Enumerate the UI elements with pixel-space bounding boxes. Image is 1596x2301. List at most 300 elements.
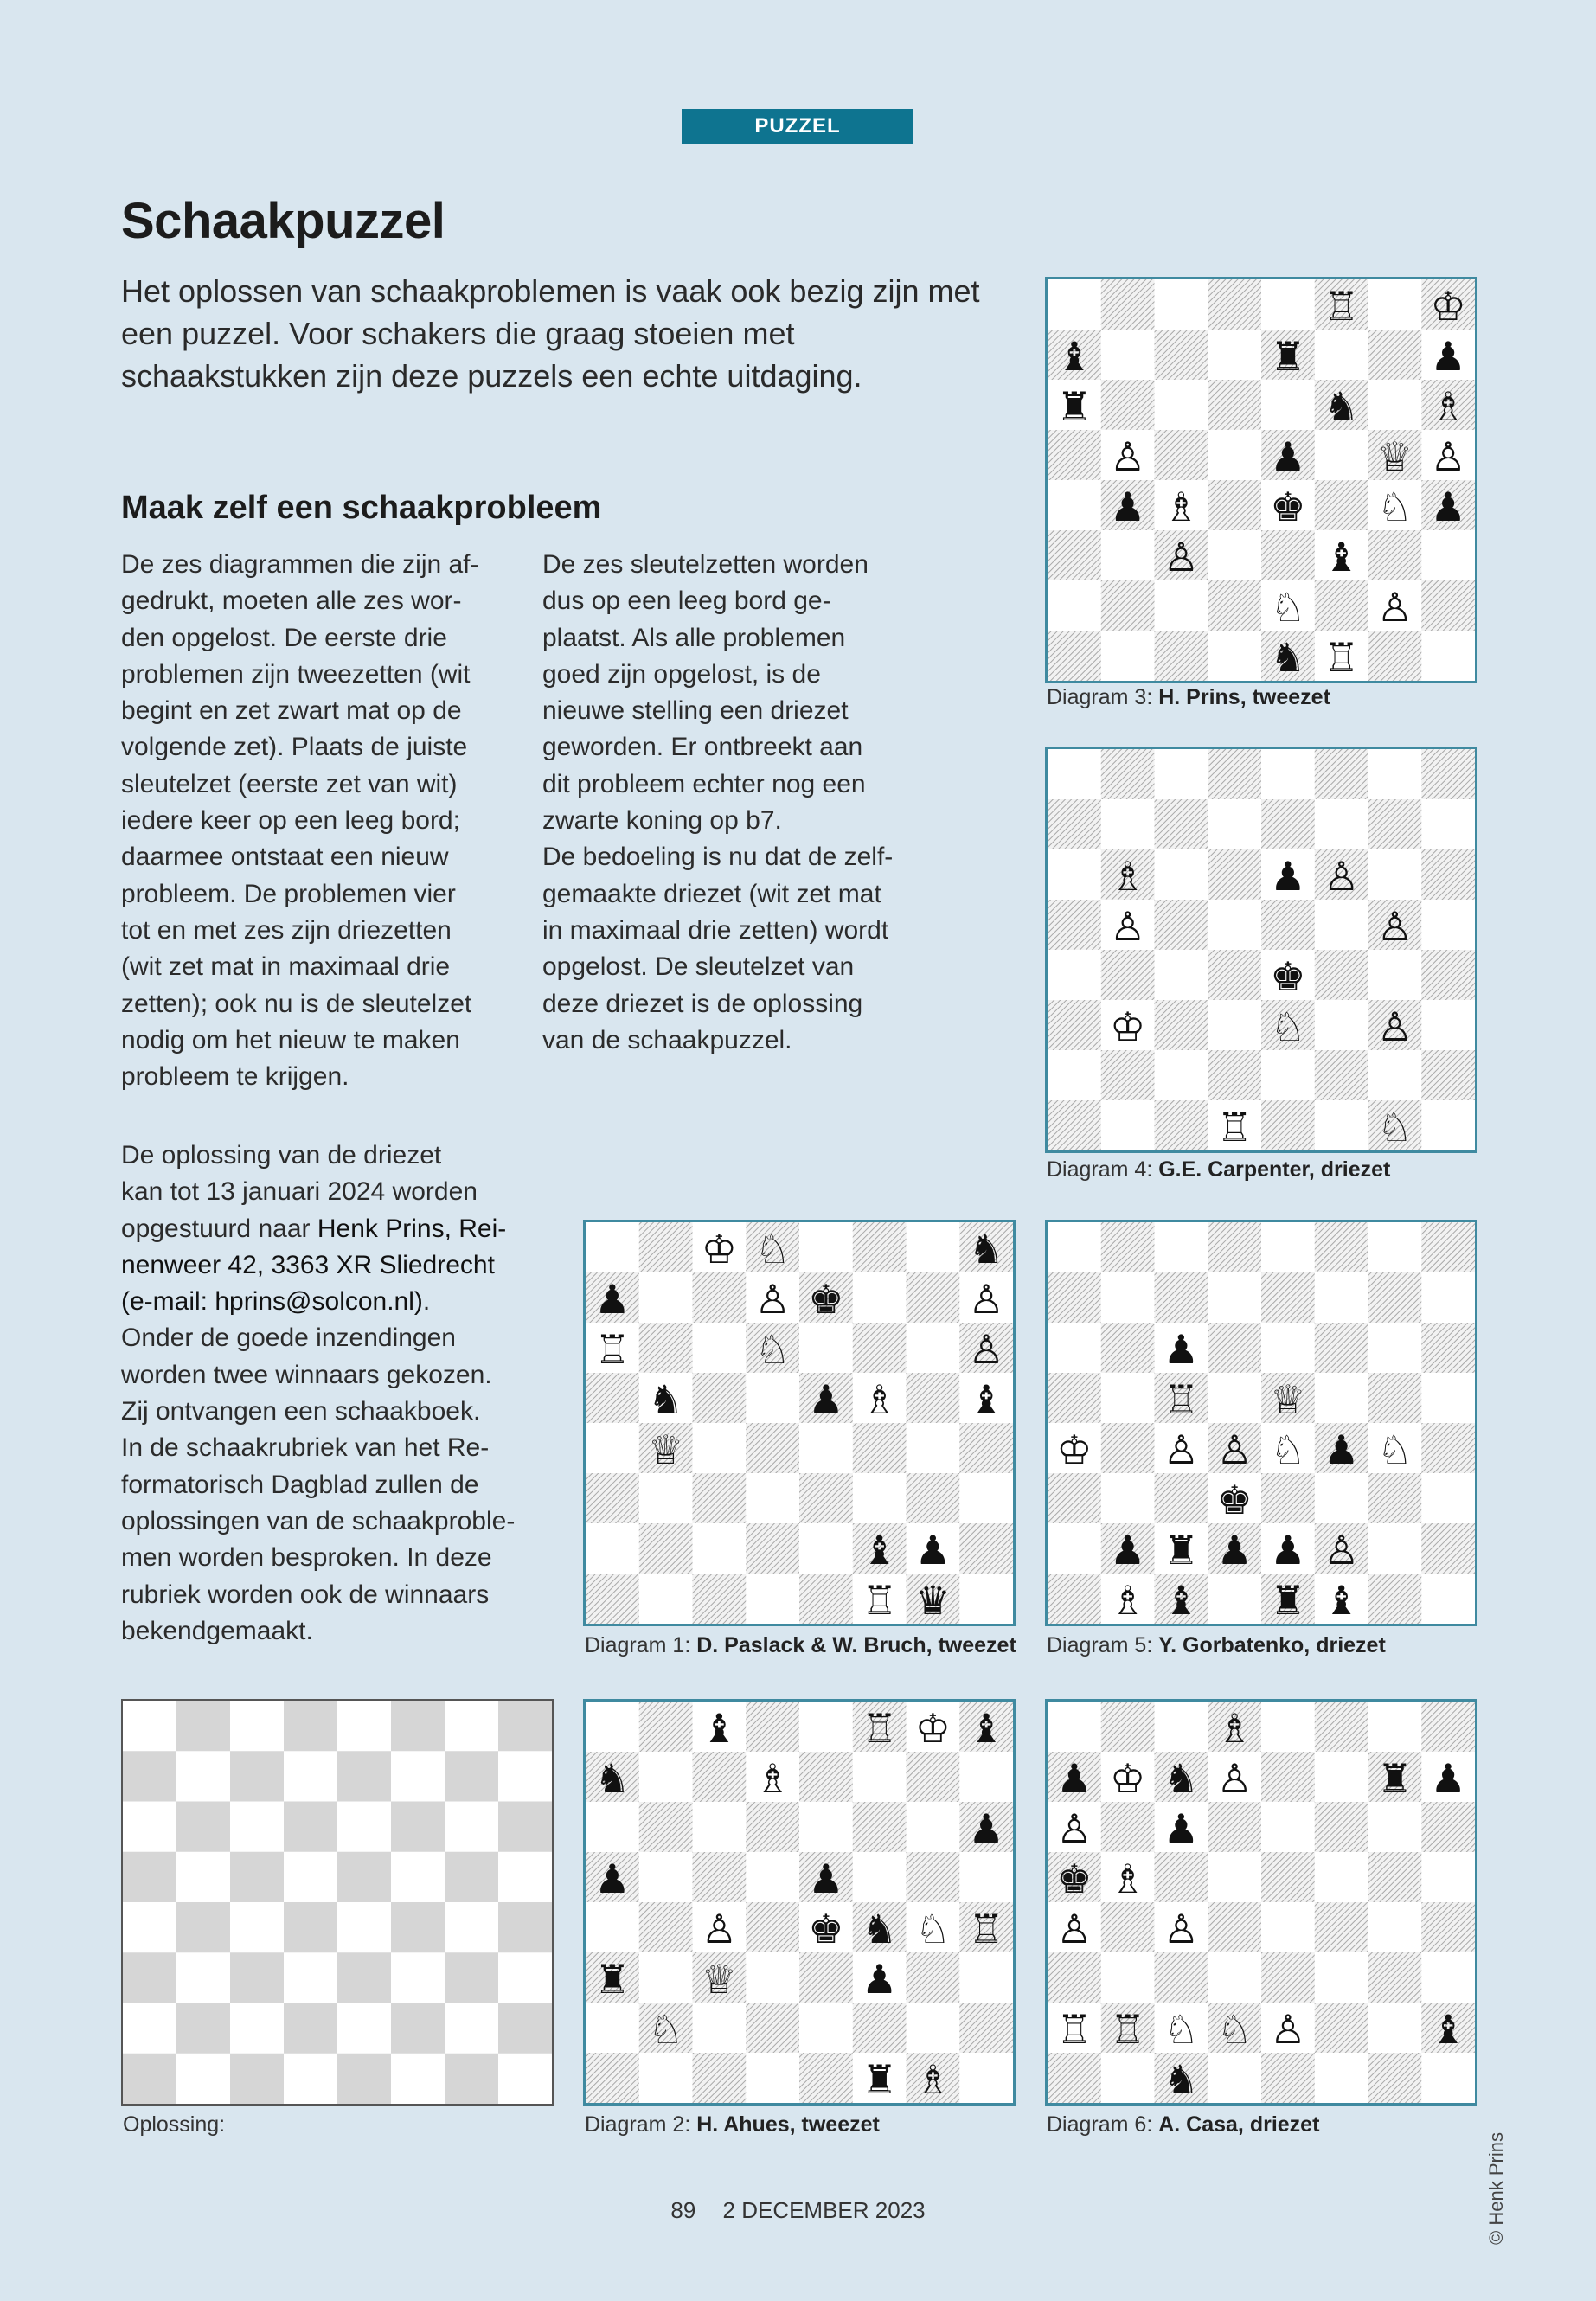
dark-square bbox=[498, 1802, 552, 1852]
dark-square bbox=[1421, 1222, 1475, 1272]
dark-square bbox=[1261, 530, 1315, 580]
dark-square bbox=[907, 1373, 960, 1423]
dark-square bbox=[391, 1701, 445, 1751]
dark-square bbox=[1421, 1423, 1475, 1473]
dark-square bbox=[1101, 1222, 1155, 1272]
dark-square bbox=[337, 1751, 391, 1801]
subheading: Maak zelf een schaakprobleem bbox=[121, 490, 602, 526]
white-pawn: ♙ bbox=[1110, 903, 1146, 950]
dark-square bbox=[1048, 900, 1101, 950]
diagram-6-board bbox=[1045, 1699, 1477, 2106]
photo-credit bbox=[1481, 2132, 1512, 2245]
page-footer bbox=[0, 2197, 1596, 2224]
white-pawn: ♙ bbox=[1376, 1003, 1413, 1050]
white-queen: ♕ bbox=[1376, 433, 1413, 480]
black-pawn: ♟ bbox=[1110, 1527, 1146, 1574]
dark-square bbox=[1368, 1574, 1422, 1624]
dark-square bbox=[853, 1802, 907, 1852]
dark-square bbox=[693, 1752, 747, 1802]
dark-square bbox=[1368, 1272, 1422, 1323]
black-king: ♚ bbox=[1056, 1856, 1093, 1902]
white-queen: ♕ bbox=[648, 1426, 684, 1473]
dark-square bbox=[1155, 900, 1208, 950]
dark-square bbox=[1208, 1323, 1261, 1373]
dark-square bbox=[1048, 2053, 1101, 2103]
dark-square bbox=[230, 1852, 284, 1902]
dark-square bbox=[1315, 950, 1368, 1000]
dark-square bbox=[284, 2003, 337, 2054]
white-bishop: ♗ bbox=[1163, 484, 1199, 530]
white-pawn: ♙ bbox=[1324, 853, 1360, 900]
dark-square bbox=[639, 1222, 693, 1272]
dark-square bbox=[639, 1702, 693, 1752]
diagram-4-board bbox=[1045, 747, 1477, 1153]
dark-square bbox=[337, 2054, 391, 2104]
black-king: ♚ bbox=[808, 1276, 844, 1323]
dark-square bbox=[1101, 1050, 1155, 1100]
white-rook: ♖ bbox=[1324, 283, 1360, 330]
white-rook: ♖ bbox=[1056, 2006, 1093, 2053]
dark-square bbox=[445, 1751, 498, 1801]
diagram-2-svg bbox=[586, 1702, 1013, 2103]
black-bishop: ♝ bbox=[1324, 534, 1360, 580]
black-pawn: ♟ bbox=[1216, 1527, 1253, 1574]
dark-square bbox=[1101, 1902, 1155, 1952]
black-pawn: ♟ bbox=[1110, 484, 1146, 530]
black-pawn: ♟ bbox=[594, 1276, 631, 1323]
dark-square bbox=[907, 1272, 960, 1323]
black-king: ♚ bbox=[1270, 953, 1306, 1000]
dark-square bbox=[799, 2053, 853, 2103]
black-rook: ♜ bbox=[1270, 333, 1306, 380]
white-king: ♔ bbox=[1110, 1003, 1146, 1050]
dark-square bbox=[1315, 2003, 1368, 2053]
black-knight: ♞ bbox=[1270, 634, 1306, 681]
dark-square bbox=[1155, 799, 1208, 849]
dark-square bbox=[959, 1423, 1013, 1473]
diagram-1-prefix: Diagram 1: bbox=[585, 1633, 691, 1657]
black-pawn: ♟ bbox=[1430, 333, 1466, 380]
dark-square bbox=[1368, 799, 1422, 849]
dark-square bbox=[639, 1902, 693, 1952]
black-rook: ♜ bbox=[594, 1956, 631, 2003]
black-bishop: ♝ bbox=[862, 1527, 898, 1574]
white-knight: ♘ bbox=[754, 1226, 791, 1272]
diagram-1-board bbox=[583, 1220, 1016, 1626]
dark-square bbox=[284, 1802, 337, 1852]
dark-square bbox=[853, 2003, 907, 2053]
dark-square bbox=[1421, 749, 1475, 799]
white-pawn: ♙ bbox=[754, 1276, 791, 1323]
dark-square bbox=[1208, 480, 1261, 530]
dark-square bbox=[1421, 1323, 1475, 1373]
dark-square bbox=[1048, 530, 1101, 580]
black-bishop: ♝ bbox=[968, 1705, 1004, 1752]
dark-square bbox=[1101, 380, 1155, 430]
white-rook: ♖ bbox=[1110, 2006, 1146, 2053]
white-pawn: ♙ bbox=[1056, 1906, 1093, 1952]
dark-square bbox=[746, 1802, 799, 1852]
dark-square bbox=[746, 2003, 799, 2053]
dark-square bbox=[1101, 1423, 1155, 1473]
dark-square bbox=[1261, 900, 1315, 950]
black-king: ♚ bbox=[808, 1906, 844, 1952]
dark-square bbox=[337, 1852, 391, 1902]
diagram-2-caption bbox=[585, 2112, 880, 2138]
solution-board bbox=[121, 1699, 554, 2106]
diagram-5-prefix: Diagram 5: bbox=[1047, 1633, 1153, 1657]
diagram-1-svg bbox=[586, 1222, 1013, 1624]
diagram-5-caption bbox=[1047, 1633, 1386, 1658]
white-pawn: ♙ bbox=[1324, 1527, 1360, 1574]
diagram-3-prefix: Diagram 3: bbox=[1047, 685, 1153, 709]
dark-square bbox=[1155, 1952, 1208, 2003]
dark-square bbox=[1421, 1902, 1475, 1952]
dark-square bbox=[230, 1952, 284, 2003]
white-rook: ♖ bbox=[594, 1326, 631, 1373]
white-bishop: ♗ bbox=[1430, 383, 1466, 430]
dark-square bbox=[799, 1574, 853, 1624]
diagram-2-prefix: Diagram 2: bbox=[585, 2112, 691, 2137]
submission-text-a: De oplossing van de driezet kan tot 13 januari 2024 worden opgestuurd naar bbox=[121, 1141, 478, 1243]
black-queen: ♛ bbox=[914, 1577, 951, 1624]
dark-square bbox=[1101, 749, 1155, 799]
dark-square bbox=[1315, 580, 1368, 631]
dark-square bbox=[1155, 430, 1208, 480]
black-pawn: ♟ bbox=[594, 1856, 631, 1902]
diagram-1-caption bbox=[585, 1633, 1016, 1658]
dark-square bbox=[1048, 1473, 1101, 1523]
dark-square bbox=[498, 1902, 552, 1952]
white-bishop: ♗ bbox=[914, 2056, 951, 2103]
dark-square bbox=[230, 1751, 284, 1801]
dark-square bbox=[693, 1852, 747, 1902]
dark-square bbox=[799, 1952, 853, 2003]
dark-square bbox=[639, 1523, 693, 1574]
black-pawn: ♟ bbox=[1270, 433, 1306, 480]
dark-square bbox=[907, 1952, 960, 2003]
diagram-3-board bbox=[1045, 277, 1477, 683]
dark-square bbox=[853, 1423, 907, 1473]
dark-square bbox=[1315, 1050, 1368, 1100]
dark-square bbox=[176, 1802, 230, 1852]
black-king: ♚ bbox=[1216, 1477, 1253, 1523]
dark-square bbox=[1315, 1702, 1368, 1752]
dark-square bbox=[746, 1523, 799, 1574]
black-pawn: ♟ bbox=[1430, 1755, 1466, 1802]
dark-square bbox=[1208, 950, 1261, 1000]
diagram-6-svg bbox=[1048, 1702, 1475, 2103]
dark-square bbox=[391, 2003, 445, 2054]
dark-square bbox=[445, 1952, 498, 2003]
white-knight: ♘ bbox=[1163, 2006, 1199, 2053]
page-number: 89 bbox=[670, 2197, 696, 2223]
black-bishop: ♝ bbox=[1056, 333, 1093, 380]
white-knight: ♘ bbox=[1270, 1003, 1306, 1050]
dark-square bbox=[1208, 380, 1261, 430]
white-pawn: ♙ bbox=[1270, 2006, 1306, 2053]
white-knight: ♘ bbox=[1376, 1426, 1413, 1473]
dark-square bbox=[1421, 1702, 1475, 1752]
diagram-3-caption bbox=[1047, 685, 1330, 710]
white-pawn: ♙ bbox=[1430, 433, 1466, 480]
dark-square bbox=[693, 1574, 747, 1624]
black-bishop: ♝ bbox=[701, 1705, 737, 1752]
black-rook: ♜ bbox=[862, 2056, 898, 2103]
white-knight: ♘ bbox=[914, 1906, 951, 1952]
white-bishop: ♗ bbox=[1216, 1705, 1253, 1752]
black-knight: ♞ bbox=[1163, 1755, 1199, 1802]
dark-square bbox=[1048, 1272, 1101, 1323]
black-rook: ♜ bbox=[1056, 383, 1093, 430]
diagram-4-author: G.E. Carpenter, driezet bbox=[1158, 1157, 1391, 1182]
diagram-4-svg bbox=[1048, 749, 1475, 1150]
white-bishop: ♗ bbox=[1110, 1856, 1146, 1902]
dark-square bbox=[746, 1902, 799, 1952]
dark-square bbox=[1048, 799, 1101, 849]
black-pawn: ♟ bbox=[808, 1376, 844, 1423]
white-pawn: ♙ bbox=[1216, 1755, 1253, 1802]
dark-square bbox=[1315, 1222, 1368, 1272]
dark-square bbox=[1048, 631, 1101, 681]
dark-square bbox=[176, 2003, 230, 2054]
white-pawn: ♙ bbox=[1163, 1426, 1199, 1473]
dark-square bbox=[1421, 580, 1475, 631]
white-queen: ♕ bbox=[701, 1956, 737, 2003]
black-pawn: ♟ bbox=[1270, 1527, 1306, 1574]
dark-square bbox=[123, 1852, 176, 1902]
dark-square bbox=[391, 1802, 445, 1852]
dark-square bbox=[586, 1574, 639, 1624]
page-title: Schaakpuzzel bbox=[121, 193, 445, 249]
diagram-4-caption bbox=[1047, 1157, 1390, 1183]
submission-text-b: . Onder de goede inzendingen worden twee winnaars gekozen. Zij ontvangen een schaakboek. In de schaakrubriek van het Re- formatorisch Dagblad zullen de oplossingen van de schaakproble- men worden besproken. In deze rubriek worden ook de winnaars bekendgemaakt. bbox=[121, 1287, 516, 1645]
dark-square bbox=[1261, 1752, 1315, 1802]
white-pawn: ♙ bbox=[1216, 1426, 1253, 1473]
white-rook: ♖ bbox=[1163, 1376, 1199, 1423]
dark-square bbox=[1208, 279, 1261, 330]
dark-square bbox=[1261, 2053, 1315, 2103]
black-pawn: ♟ bbox=[968, 1805, 1004, 1852]
diagram-6-author: A. Casa, driezet bbox=[1158, 2112, 1320, 2137]
dark-square bbox=[445, 2054, 498, 2104]
dark-square bbox=[1421, 849, 1475, 900]
dark-square bbox=[746, 1702, 799, 1752]
dark-square bbox=[1155, 1000, 1208, 1050]
dark-square bbox=[1048, 430, 1101, 480]
diagram-2-board bbox=[583, 1699, 1016, 2106]
dark-square bbox=[693, 1272, 747, 1323]
white-knight: ♘ bbox=[1270, 584, 1306, 631]
dark-square bbox=[693, 2053, 747, 2103]
dark-square bbox=[1368, 2053, 1422, 2103]
submission-text bbox=[121, 1138, 571, 1650]
diagram-1-author: D. Paslack & W. Bruch, tweezet bbox=[696, 1633, 1016, 1657]
white-king: ♔ bbox=[1110, 1755, 1146, 1802]
dark-square bbox=[176, 1701, 230, 1751]
white-knight: ♘ bbox=[1270, 1426, 1306, 1473]
dark-square bbox=[586, 2053, 639, 2103]
dark-square bbox=[445, 1852, 498, 1902]
dark-square bbox=[391, 1902, 445, 1952]
dark-square bbox=[1208, 1050, 1261, 1100]
dark-square bbox=[1155, 1100, 1208, 1150]
white-rook: ♖ bbox=[968, 1906, 1004, 1952]
dark-square bbox=[1155, 1272, 1208, 1323]
solution-board-svg bbox=[123, 1701, 552, 2104]
white-pawn: ♙ bbox=[1110, 433, 1146, 480]
dark-square bbox=[1048, 1000, 1101, 1050]
dark-square bbox=[639, 1323, 693, 1373]
diagram-5-svg bbox=[1048, 1222, 1475, 1624]
dark-square bbox=[1208, 1802, 1261, 1852]
white-pawn: ♙ bbox=[1376, 584, 1413, 631]
black-pawn: ♟ bbox=[862, 1956, 898, 2003]
black-pawn: ♟ bbox=[1163, 1326, 1199, 1373]
black-knight: ♞ bbox=[862, 1906, 898, 1952]
white-queen: ♕ bbox=[1270, 1376, 1306, 1423]
dark-square bbox=[230, 2054, 284, 2104]
column-2-text: De zes sleutelzetten worden dus op een leeg bord ge- plaatst. Als alle problemen goed zijn opgelost, is de nieuwe stelling een driezet geworden. Er ontbreekt aan dit probleem echter nog een zwarte koning op b7. De bedoeling is nu dat de zelf- gemaakte driezet (wit zet mat in maximaal drie zetten) wordt opgelost. De sleutelzet van deze driezet is de oplossing van de schaakpuzzel. bbox=[542, 550, 894, 1054]
dark-square bbox=[853, 1323, 907, 1373]
diagram-6-prefix: Diagram 6: bbox=[1047, 2112, 1153, 2137]
submission-address: Henk Prins, Rei- nenweer 42, 3363 XR Sliedrecht (e-mail: hprins@solcon.nl) bbox=[121, 1214, 507, 1317]
dark-square bbox=[1368, 631, 1422, 681]
white-knight: ♘ bbox=[1376, 484, 1413, 530]
white-pawn: ♙ bbox=[968, 1326, 1004, 1373]
dark-square bbox=[498, 2003, 552, 2054]
black-rook: ♜ bbox=[1376, 1755, 1413, 1802]
dark-square bbox=[1261, 1852, 1315, 1902]
black-rook: ♜ bbox=[1270, 1577, 1306, 1624]
dark-square bbox=[1155, 330, 1208, 380]
diagram-5-board bbox=[1045, 1220, 1477, 1626]
dark-square bbox=[1101, 1702, 1155, 1752]
black-knight: ♞ bbox=[648, 1376, 684, 1423]
dark-square bbox=[1421, 1802, 1475, 1852]
dark-square bbox=[907, 1752, 960, 1802]
dark-square bbox=[1101, 1323, 1155, 1373]
dark-square bbox=[1208, 849, 1261, 900]
white-knight: ♘ bbox=[1376, 1104, 1413, 1150]
dark-square bbox=[337, 1952, 391, 2003]
issue-date: 2 DECEMBER 2023 bbox=[722, 2197, 926, 2223]
black-bishop: ♝ bbox=[1430, 2006, 1466, 2053]
white-knight: ♘ bbox=[754, 1326, 791, 1373]
dark-square bbox=[123, 1751, 176, 1801]
dark-square bbox=[1261, 1473, 1315, 1523]
dark-square bbox=[123, 2054, 176, 2104]
black-knight: ♞ bbox=[968, 1226, 1004, 1272]
dark-square bbox=[1261, 1272, 1315, 1323]
dark-square bbox=[498, 1701, 552, 1751]
dark-square bbox=[1048, 1574, 1101, 1624]
black-king: ♚ bbox=[1270, 484, 1306, 530]
white-pawn: ♙ bbox=[701, 1906, 737, 1952]
dark-square bbox=[1208, 1902, 1261, 1952]
dark-square bbox=[1421, 1050, 1475, 1100]
dark-square bbox=[693, 1373, 747, 1423]
dark-square bbox=[959, 2003, 1013, 2053]
dark-square bbox=[959, 1523, 1013, 1574]
black-bishop: ♝ bbox=[968, 1376, 1004, 1423]
white-pawn: ♙ bbox=[1056, 1805, 1093, 1852]
black-pawn: ♟ bbox=[1324, 1426, 1360, 1473]
dark-square bbox=[1208, 580, 1261, 631]
dark-square bbox=[1368, 1373, 1422, 1423]
black-rook: ♜ bbox=[1163, 1527, 1199, 1574]
white-bishop: ♗ bbox=[1110, 853, 1146, 900]
dark-square bbox=[1421, 1523, 1475, 1574]
diagram-5-author: Y. Gorbatenko, driezet bbox=[1158, 1633, 1386, 1657]
dark-square bbox=[284, 1902, 337, 1952]
black-knight: ♞ bbox=[1324, 383, 1360, 430]
black-pawn: ♟ bbox=[1430, 484, 1466, 530]
white-king: ♔ bbox=[1430, 283, 1466, 330]
dark-square bbox=[1155, 631, 1208, 681]
dark-square bbox=[1315, 480, 1368, 530]
black-bishop: ♝ bbox=[1163, 1577, 1199, 1624]
diagram-3-svg bbox=[1048, 279, 1475, 681]
dark-square bbox=[1315, 1802, 1368, 1852]
white-king: ♔ bbox=[1056, 1426, 1093, 1473]
dark-square bbox=[1208, 1222, 1261, 1272]
white-rook: ♖ bbox=[1324, 634, 1360, 681]
black-knight: ♞ bbox=[594, 1755, 631, 1802]
dark-square bbox=[746, 1423, 799, 1473]
dark-square bbox=[1048, 1373, 1101, 1423]
white-rook: ♖ bbox=[862, 1577, 898, 1624]
dark-square bbox=[907, 1473, 960, 1523]
white-pawn: ♙ bbox=[1163, 1906, 1199, 1952]
diagram-2-author: H. Ahues, tweezet bbox=[696, 2112, 880, 2137]
dark-square bbox=[1101, 279, 1155, 330]
dark-square bbox=[586, 1473, 639, 1523]
dark-square bbox=[799, 1473, 853, 1523]
black-knight: ♞ bbox=[1163, 2056, 1199, 2103]
dark-square bbox=[123, 1952, 176, 2003]
white-knight: ♘ bbox=[1216, 2006, 1253, 2053]
solution-label: Oplossing: bbox=[123, 2112, 226, 2137]
dark-square bbox=[284, 1701, 337, 1751]
white-bishop: ♗ bbox=[1110, 1577, 1146, 1624]
intro-text: Het oplossen van schaakproblemen is vaak ook bezig zijn met een puzzel. Voor schakers die graag stoeien met schaakstukken zijn deze puzzels een echte uitdaging. bbox=[121, 273, 980, 394]
dark-square bbox=[1368, 1473, 1422, 1523]
black-pawn: ♟ bbox=[1270, 853, 1306, 900]
section-tag: PUZZEL bbox=[682, 109, 913, 144]
diagram-6-caption bbox=[1047, 2112, 1319, 2138]
diagram-4-prefix: Diagram 4: bbox=[1047, 1157, 1153, 1182]
dark-square bbox=[1315, 1902, 1368, 1952]
dark-square bbox=[176, 1902, 230, 1952]
white-pawn: ♙ bbox=[1163, 534, 1199, 580]
dark-square bbox=[1101, 950, 1155, 1000]
dark-square bbox=[1048, 1100, 1101, 1150]
dark-square bbox=[1155, 1852, 1208, 1902]
dark-square bbox=[1048, 1952, 1101, 2003]
dark-square bbox=[1315, 1323, 1368, 1373]
dark-square bbox=[1368, 530, 1422, 580]
white-rook: ♖ bbox=[862, 1705, 898, 1752]
white-king: ♔ bbox=[701, 1226, 737, 1272]
white-knight: ♘ bbox=[648, 2006, 684, 2053]
black-pawn: ♟ bbox=[1163, 1805, 1199, 1852]
dark-square bbox=[1368, 1952, 1422, 2003]
white-bishop: ♗ bbox=[862, 1376, 898, 1423]
white-rook: ♖ bbox=[1216, 1104, 1253, 1150]
black-bishop: ♝ bbox=[1324, 1577, 1360, 1624]
column-1-text: De zes diagrammen die zijn af- gedrukt, moeten alle zes wor- den opgelost. De eerste drie problemen zijn tweezetten (wit begint en zet zwart mat op de volgende zet). Plaats de juiste sleutelzet (eerste zet van wit) iedere keer op een leeg bord; daarmee ontstaat een nieuw probleem. De problemen vier tot en met zes zijn driezetten (wit zet mat in maximaal drie zetten); ook nu is de sleutelzet nodig om het nieuw te maken probleem te krijgen. bbox=[121, 550, 479, 1092]
